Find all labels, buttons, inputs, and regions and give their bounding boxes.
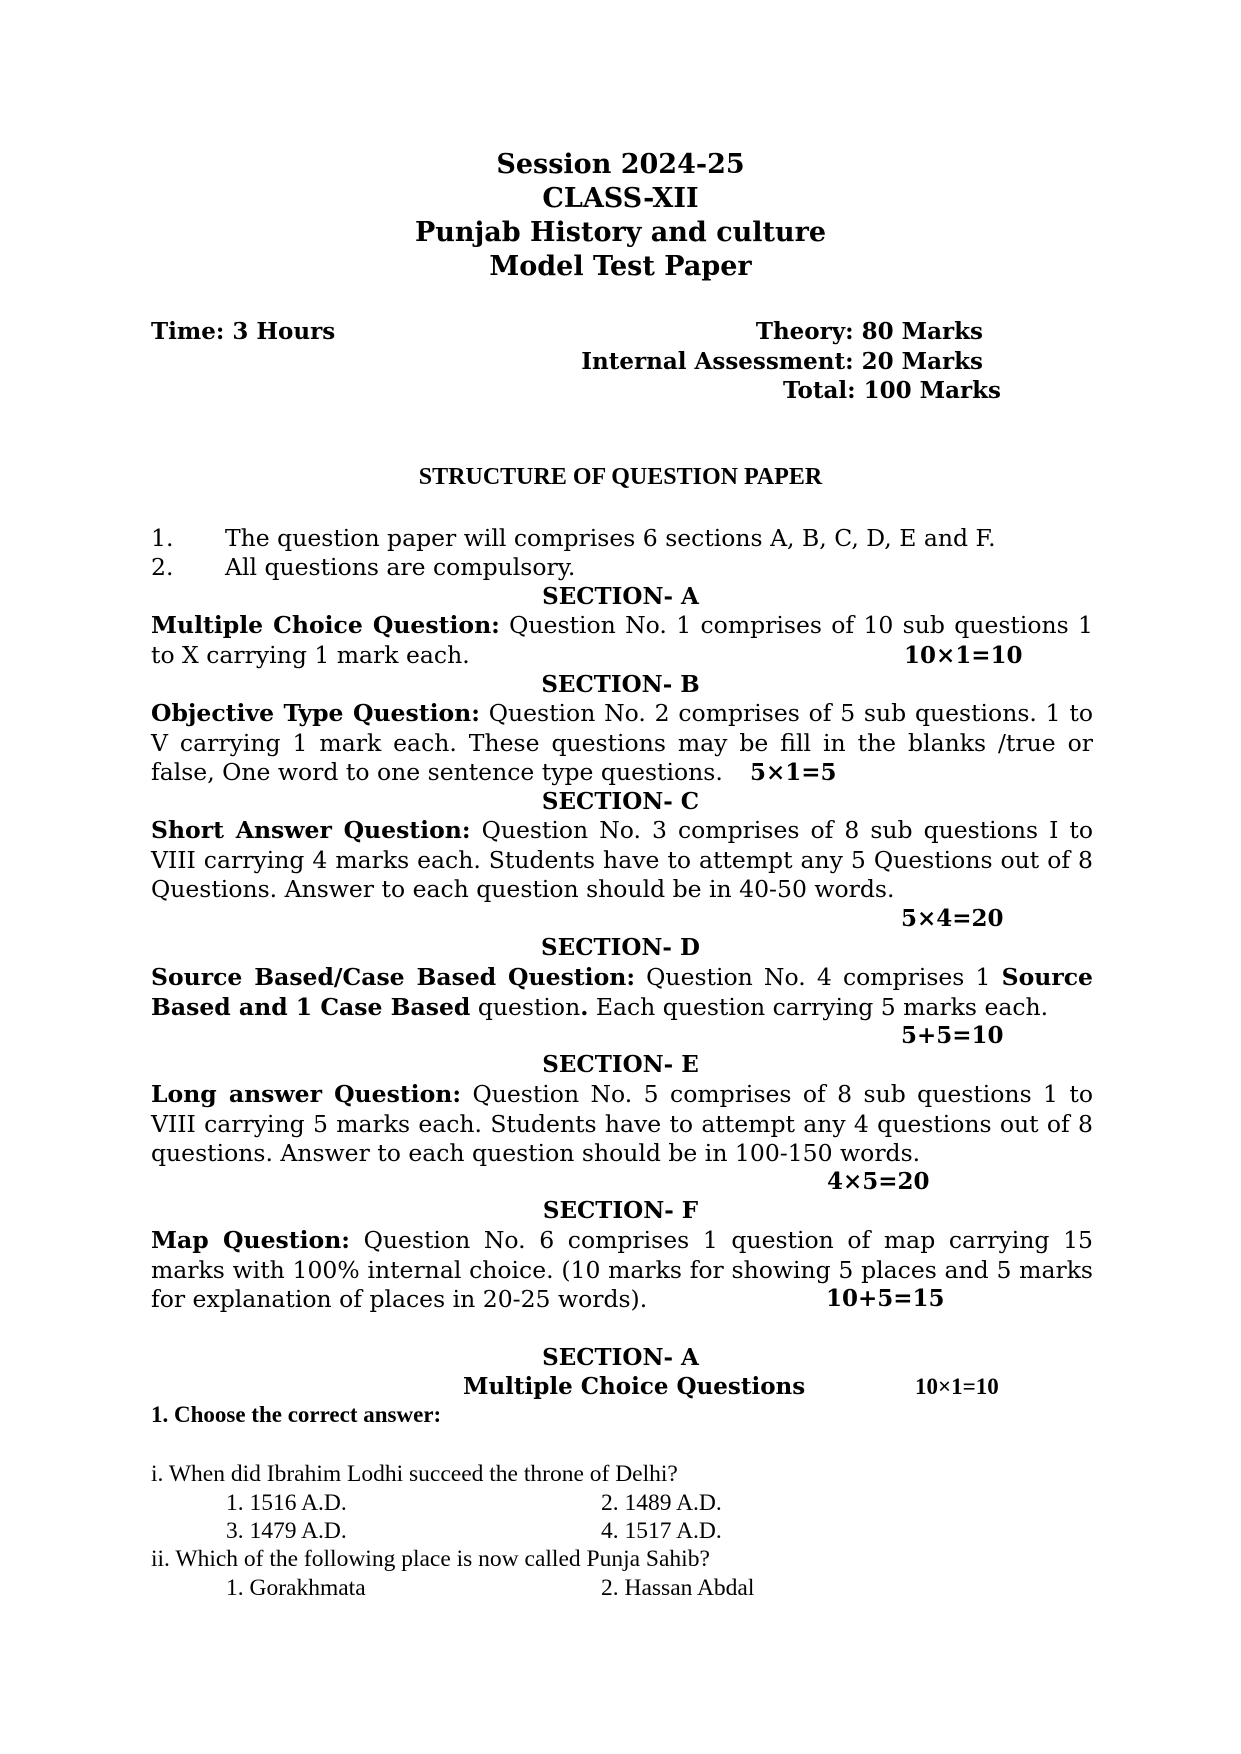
theory-marks: Theory: 80 Marks	[755, 318, 983, 345]
section-e-text: Question No. 5 comprises of 8 sub questions 1 to VIII carrying 5 marks each. Students have to attempt any 4 questions out of 8 questions. Answer to each question should be in 100-150 words.	[151, 1080, 1094, 1167]
total-marks: Total: 100 Marks	[783, 377, 1001, 404]
section-d-emphasis: .	[580, 992, 589, 1021]
question-option: 4. 1517 A.D.	[601, 1518, 722, 1544]
title-block	[0, 148, 1241, 284]
question-option: 2. Hassan Abdal	[601, 1575, 755, 1601]
section-f-heading: SECTION- F	[542, 1197, 699, 1224]
question-option: 2. 1489 A.D.	[601, 1490, 722, 1516]
question-text: i. When did Ibrahim Lodhi succeed the throne of Delhi?	[151, 1461, 678, 1487]
section-b-heading: SECTION- B	[541, 671, 700, 698]
section-b-label: Objective Type Question:	[151, 699, 480, 727]
session-title: Session 2024-25	[496, 149, 745, 180]
question-text: ii. Which of the following place is now called Punja Sahib?	[151, 1546, 710, 1572]
section-d-text: Question No. 4 comprises 1	[635, 963, 1002, 991]
section-a-label: Multiple Choice Question:	[151, 611, 500, 639]
structure-item-text: All questions are compulsory.	[225, 553, 576, 581]
structure-heading: STRUCTURE OF QUESTION PAPER	[418, 464, 823, 490]
section-a-marks: 10×1=10	[904, 642, 1023, 669]
section-d-marks: 5+5=10	[901, 1022, 1004, 1049]
section-a-text: Question No. 1 comprises of 10 sub questions 1 to X carrying 1 mark each.	[151, 611, 1093, 669]
structure-item-number: 1.	[151, 524, 174, 552]
structure-item-number: 2.	[151, 553, 174, 581]
section-e-description	[151, 1080, 1093, 1169]
structure-item-text: The question paper will comprises 6 sections A, B, C, D, E and F.	[225, 524, 996, 552]
subject-title: Punjab History and culture	[414, 217, 827, 248]
part-a-subheading: Multiple Choice Questions	[463, 1373, 806, 1400]
section-a-heading: SECTION- A	[542, 583, 699, 610]
section-c-text: Question No. 3 comprises of 8 sub questions I to VIII carrying 4 marks each. Students have to attempt any 5 Questions out of 8 Questions. Answer to each question should be in 40-50 words.	[151, 816, 1093, 903]
question-option: 1. 1516 A.D.	[226, 1490, 347, 1516]
section-f-label: Map Question:	[151, 1226, 350, 1254]
section-b-marks: 5×1=5	[750, 759, 837, 786]
time-label: Time: 3 Hours	[151, 318, 336, 345]
section-d-description	[151, 963, 1093, 1022]
section-d-heading: SECTION- D	[541, 934, 700, 961]
section-c-heading: SECTION- C	[541, 788, 700, 815]
section-f-text: Question No. 6 comprises 1 question of map carrying 15 marks with 100% internal choice. (10 marks for showing 5 places and 5 marks for explanation of places in 20-25 words).	[151, 1226, 1093, 1313]
section-d-emphasis: Source Based and 1 Case Based	[151, 963, 1093, 1021]
internal-marks: Internal Assessment: 20 Marks	[581, 348, 983, 375]
section-b-text: Question No. 2 comprises of 5 sub questions. 1 to V carrying 1 mark each. These questions may be fill in the blanks /true or false, One word to one sentence type questions.	[151, 699, 1093, 786]
section-f-description	[151, 1226, 1093, 1315]
section-c-label: Short Answer Question:	[151, 816, 471, 844]
part-a-heading: SECTION- A	[542, 1344, 699, 1371]
class-title: CLASS-XII	[542, 183, 699, 214]
section-c-description	[151, 816, 1093, 905]
section-e-marks: 4×5=20	[827, 1168, 930, 1195]
part-a-instruction: 1. Choose the correct answer:	[151, 1402, 442, 1427]
section-d-text: Each question carrying 5 marks each.	[588, 992, 1049, 1021]
section-e-heading: SECTION- E	[542, 1051, 699, 1078]
question-option: 1. Gorakhmata	[226, 1575, 366, 1601]
section-d-label: Source Based/Case Based Question:	[151, 963, 636, 991]
question-option: 3. 1479 A.D.	[226, 1518, 347, 1544]
part-a-marks: 10×1=10	[915, 1374, 999, 1399]
section-c-marks: 5×4=20	[901, 905, 1004, 932]
section-f-marks: 10+5=15	[826, 1285, 945, 1312]
section-d-text: question	[470, 992, 581, 1021]
section-b-description	[151, 699, 1093, 788]
paper-title: Model Test Paper	[489, 251, 752, 282]
section-e-label: Long answer Question:	[151, 1080, 462, 1108]
